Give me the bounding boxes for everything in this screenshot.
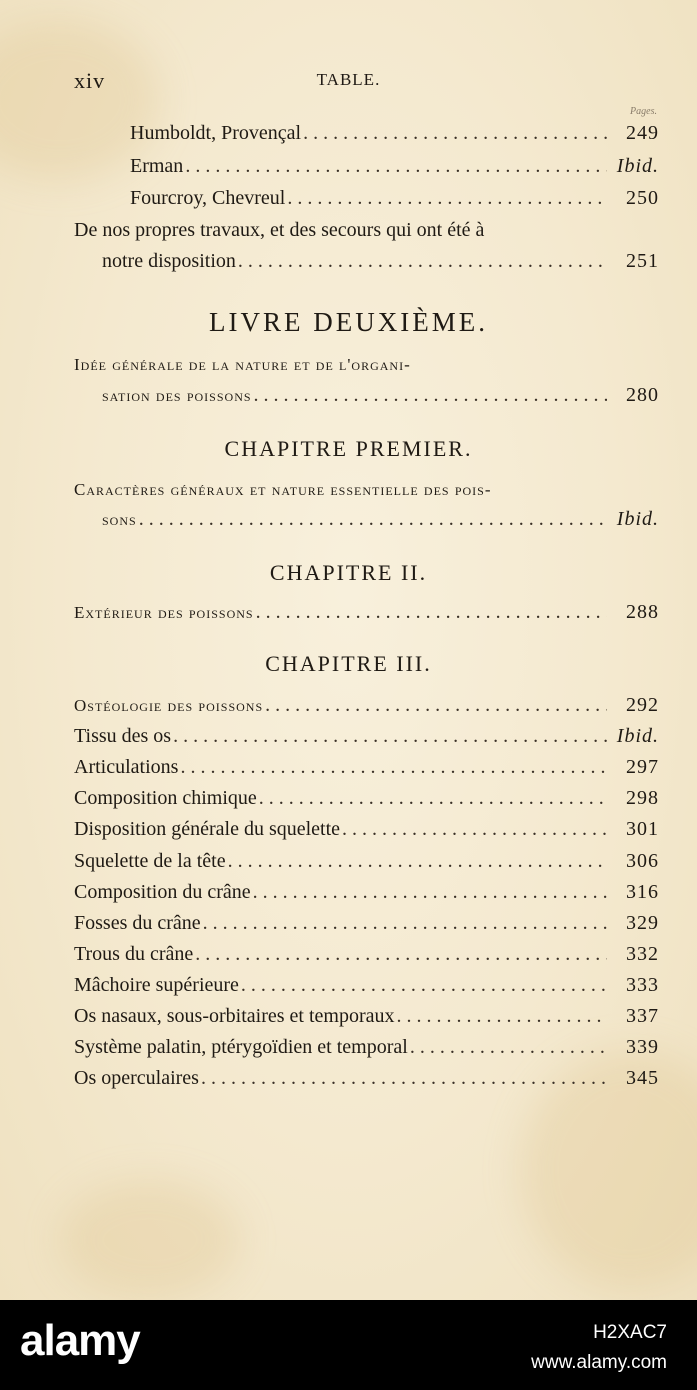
- page-number: xiv: [74, 68, 106, 93]
- leader-dots: [396, 1005, 607, 1028]
- entry-page: 333: [626, 974, 659, 996]
- leader-dots: [253, 881, 607, 904]
- entry-page: 292: [626, 694, 659, 716]
- entry-page: 329: [626, 912, 659, 934]
- leader-dots: [180, 756, 607, 779]
- entry-label: Articulations: [74, 756, 179, 778]
- entry-page: 337: [626, 1005, 659, 1027]
- toc-entry: [74, 974, 659, 1004]
- entry-label: Fourcroy, Chevreul: [130, 187, 286, 209]
- entry-page: 280: [626, 384, 659, 406]
- leader-dots: [195, 943, 607, 966]
- entry-label: Disposition générale du squelette: [74, 818, 341, 840]
- entry-page: 251: [626, 250, 659, 272]
- toc-entry: [102, 384, 659, 414]
- entry-label: Système palatin, ptérygoïdien et temporal: [74, 1036, 408, 1058]
- entry-first-line: Caractères généraux et nature essentielle des pois-: [74, 480, 492, 499]
- page-title: TABLE.: [316, 70, 381, 89]
- toc-entry: [74, 787, 659, 817]
- toc-entry: [74, 818, 659, 848]
- entry-page: 298: [626, 787, 659, 809]
- leader-dots: [201, 1067, 607, 1090]
- leader-dots: [265, 694, 607, 717]
- toc-entry: [74, 601, 659, 631]
- chapter-heading: CHAPITRE III.: [265, 651, 432, 676]
- entry-label: Composition du crâne: [74, 881, 251, 903]
- site-url: www.alamy.com: [531, 1352, 667, 1373]
- toc-entry: [130, 187, 659, 217]
- leader-dots: [410, 1036, 607, 1059]
- leader-dots: [228, 850, 607, 873]
- toc-entry: [74, 943, 659, 973]
- leader-dots: [139, 508, 607, 531]
- entry-label: Trous du crâne: [74, 943, 194, 965]
- entry-page: 249: [626, 122, 659, 144]
- entry-first-line: Idée générale de la nature et de l'organi-: [74, 355, 411, 374]
- entry-label: Tissu des os: [74, 725, 172, 747]
- toc-entry: [74, 850, 659, 880]
- toc-entry: [130, 155, 659, 185]
- entry-label: Mâchoire supérieure: [74, 974, 239, 996]
- toc-entry: [74, 694, 659, 724]
- entry-label: notre disposition: [102, 250, 236, 272]
- entry-page: 345: [626, 1067, 659, 1089]
- leader-dots: [287, 187, 607, 210]
- image-id: H2XAC7: [593, 1322, 667, 1343]
- book-heading: LIVRE DEUXIÈME.: [209, 307, 488, 337]
- leader-dots: [238, 250, 607, 273]
- entry-label: sation des poissons: [102, 386, 252, 405]
- entry-page: 250: [626, 187, 659, 209]
- entry-label: Humboldt, Provençal: [130, 122, 302, 144]
- leader-dots: [185, 155, 607, 178]
- entry-page: 332: [626, 943, 659, 965]
- toc-entry: [74, 1067, 659, 1097]
- entry-page: 297: [626, 756, 659, 778]
- pages-column-label: Pages.: [630, 106, 657, 117]
- toc-entry: [130, 122, 659, 152]
- entry-page: 301: [626, 818, 659, 840]
- entry-label: Erman: [130, 155, 184, 177]
- leader-dots: [173, 725, 607, 748]
- entry-label: sons: [102, 510, 137, 529]
- paper-stain: [60, 1180, 240, 1300]
- entry-page: 316: [626, 881, 659, 903]
- toc-entry: [74, 1005, 659, 1035]
- entry-label: Fosses du crâne: [74, 912, 201, 934]
- entry-label: Os operculaires: [74, 1067, 199, 1089]
- toc-entry: [74, 725, 659, 755]
- entry-label: Os nasaux, sous-orbitaires et temporaux: [74, 1005, 395, 1027]
- toc-entry: [74, 912, 659, 942]
- toc-entry: [74, 756, 659, 786]
- leader-dots: [259, 787, 607, 810]
- chapter-heading: CHAPITRE PREMIER.: [224, 436, 473, 461]
- entry-page: Ibid.: [616, 155, 659, 177]
- leader-dots: [241, 974, 607, 997]
- entry-label: Ostéologie des poissons: [74, 696, 264, 715]
- alamy-logo: alamy: [20, 1316, 140, 1365]
- watermark-bar: [0, 1300, 697, 1390]
- entry-page: 288: [626, 601, 659, 623]
- entry-page: Ibid.: [616, 725, 659, 747]
- leader-dots: [303, 122, 607, 145]
- entry-label: Composition chimique: [74, 787, 257, 809]
- leader-dots: [256, 601, 607, 624]
- entry-label: Extérieur des poissons: [74, 603, 254, 622]
- entry-label: Squelette de la tête: [74, 850, 226, 872]
- entry-first-line: De nos propres travaux, et des secours qui ont été à: [74, 219, 485, 241]
- leader-dots: [203, 912, 607, 935]
- chapter-heading: CHAPITRE II.: [269, 560, 428, 585]
- entry-page: 339: [626, 1036, 659, 1058]
- entry-page: Ibid.: [616, 508, 659, 530]
- leader-dots: [254, 384, 607, 407]
- toc-entry: [102, 508, 659, 538]
- leader-dots: [342, 818, 607, 841]
- entry-page: 306: [626, 850, 659, 872]
- toc-entry: [74, 881, 659, 911]
- toc-entry: [102, 250, 659, 280]
- toc-entry: [74, 1036, 659, 1066]
